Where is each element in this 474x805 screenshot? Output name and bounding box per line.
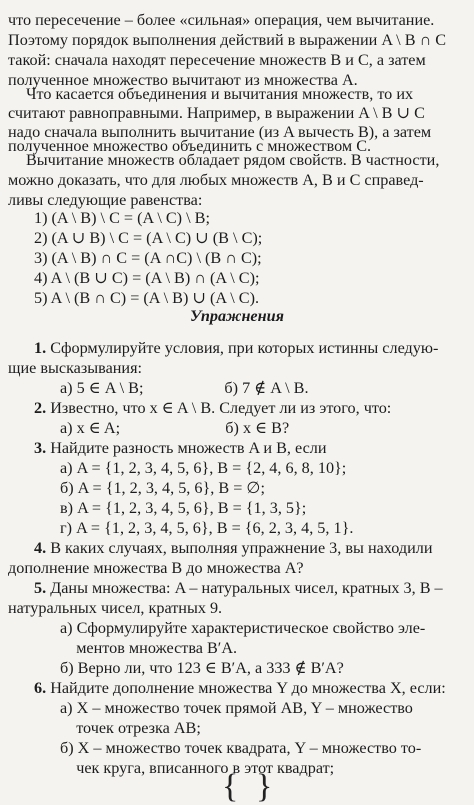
text-line: Что касается объединения и вычитания множеств, то их <box>26 85 414 103</box>
exercise-line: 1. Сформулируйте условия, при которых истинны следую- <box>34 339 439 357</box>
exercise-line: натуральных чисел, кратных 9. <box>8 599 223 617</box>
exercise-line: а) 5 ∈ A \ B; б) 7 ∉ A \ B. <box>60 379 309 397</box>
exercise-line: щие высказывания: <box>8 359 143 377</box>
text-line: Поэтому порядок выполнения действий в выражении A \ B ∩ C <box>8 31 447 49</box>
exercise-line: дополнение множества B до множества A? <box>8 559 304 577</box>
text-line: считают равноправными. Например, в выражении A \ B ∪ C <box>8 104 425 122</box>
exercise-line: б) A = {1, 2, 3, 4, 5, 6}, B = ∅; <box>60 479 265 497</box>
property-3: 3) (A \ B) ∩ C = (A ∩C) \ (B ∩ C); <box>34 249 262 267</box>
text-line: полученное множество вычитают из множества A. <box>8 71 358 89</box>
footer-left-brace: { <box>222 768 239 805</box>
exercise-line: а) X – множество точек прямой AB, Y – множество <box>60 699 413 717</box>
text-line: надо сначала выполнить вычитание (из A вычесть B), а затем <box>8 123 432 141</box>
property-4: 4) A \ (B ∪ C) = (A \ B) ∩ (A \ C); <box>34 269 260 287</box>
exercise-line: 2. Известно, что x ∈ A \ B. Следует ли из этого, что: <box>34 399 392 417</box>
text-line: ливы следующие равенства: <box>8 191 203 209</box>
exercise-number: 2. <box>34 399 47 417</box>
property-5: 5) A \ (B ∩ C) = (A \ B) ∪ (A \ C). <box>34 289 260 307</box>
exercise-line: а) x ∈ A; б) x ∈ B? <box>60 419 290 437</box>
text-line: можно доказать, что для любых множеств A, B и C справед- <box>8 171 424 189</box>
exercise-line: б) X – множество точек квадрата, Y – множество то- <box>60 739 422 757</box>
exercise-line: г) A = {1, 2, 3, 4, 5, 6}, B = {6, 2, 3, 4, 5, 1}. <box>60 519 354 537</box>
exercise-line: чек круга, вписанного в этот квадрат; <box>60 759 335 777</box>
exercise-line: 4. В каких случаях, выполняя упражнение 3, вы находили <box>34 539 433 557</box>
exercise-line: точек отрезка AB; <box>60 719 201 737</box>
exercise-number: 1. <box>34 339 47 357</box>
exercise-number: 5. <box>34 579 47 597</box>
exercise-line: ментов множества B′A. <box>60 639 238 657</box>
property-2: 2) (A ∪ B) \ C = (A \ C) ∪ (B \ C); <box>34 229 263 247</box>
property-1: 1) (A \ B) \ C = (A \ C) \ B; <box>34 209 210 227</box>
exercise-line: а) A = {1, 2, 3, 4, 5, 6}, B = {2, 4, 6, 8, 10}; <box>60 459 347 477</box>
text-line: такой: сначала находят пересечение множеств B и C, а затем <box>8 51 426 69</box>
text-line: полученное множество объединить с множеством C. <box>8 137 372 155</box>
exercise-line: б) Верно ли, что 123 ∈ B′A, а 333 ∉ B′A? <box>60 659 344 677</box>
exercise-line: 5. Даны множества: A – натуральных чисел, кратных 3, B – <box>34 579 443 597</box>
exercise-number: 6. <box>34 679 47 697</box>
exercise-number: 3. <box>34 439 47 457</box>
exercise-line: в) A = {1, 2, 3, 4, 5, 6}, B = {1, 3, 5}; <box>60 499 307 517</box>
footer-right-brace: } <box>256 768 273 805</box>
text-line: Вычитание множеств обладает рядом свойств. В частности, <box>26 151 440 169</box>
exercises-heading: Упражнения <box>190 307 284 325</box>
exercise-number: 4. <box>34 539 47 557</box>
text-line: что пересечение – более «сильная» операция, чем вычитание. <box>8 11 435 29</box>
exercise-line: 3. Найдите разность множеств A и B, если <box>34 439 327 457</box>
exercise-line: 6. Найдите дополнение множества Y до множества X, если: <box>34 679 446 697</box>
exercise-line: а) Сформулируйте характеристическое свойство эле- <box>60 619 426 637</box>
